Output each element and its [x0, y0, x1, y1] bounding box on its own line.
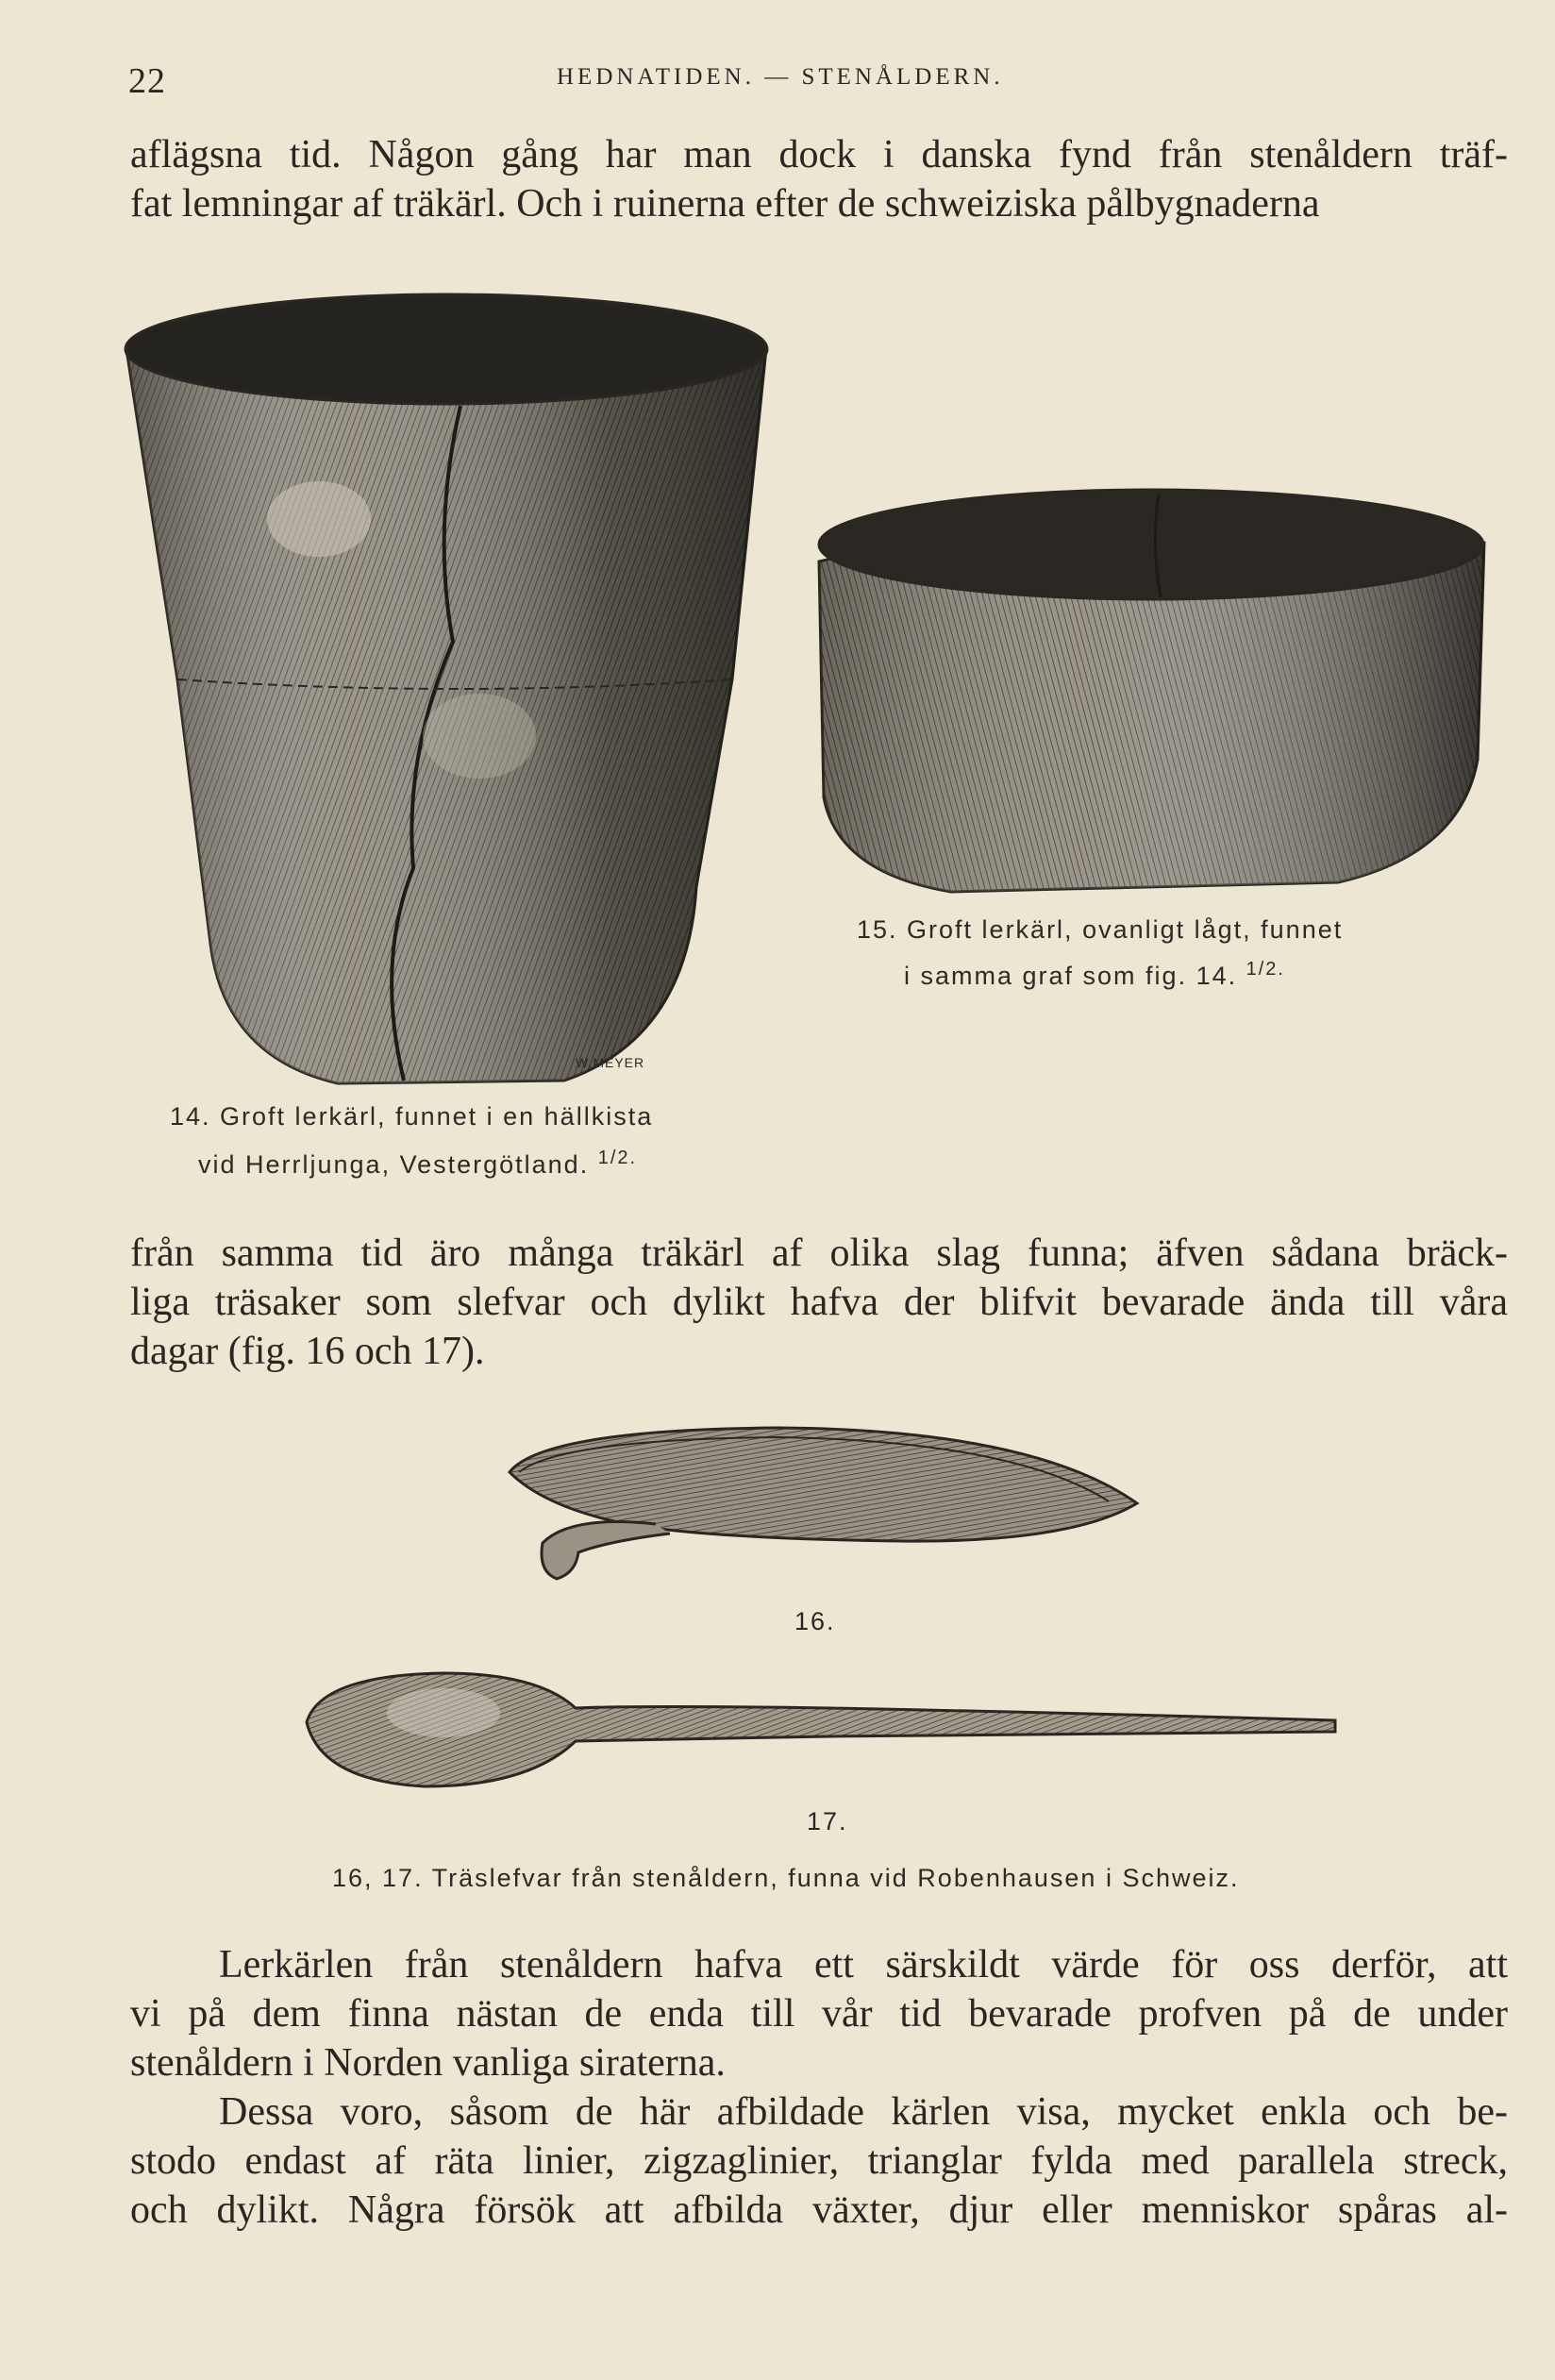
text-line: och dylikt. Några försök att afbilda växter, djur eller menniskor spåras al-	[130, 2188, 1508, 2232]
text-line: liga träsaker som slefvar och dylikt hafva der blifvit bevarade ända till våra	[130, 1281, 1508, 1324]
fig15-scale-fraction: 1/2.	[1246, 959, 1285, 980]
artist-signature: W.MEYER	[576, 1055, 645, 1070]
fig14-scale-fraction: 1/2.	[597, 1148, 638, 1168]
fig14-caption-line1: 14. Groft lerkärl, funnet i en hällkista	[170, 1102, 654, 1131]
page-number: 22	[128, 61, 166, 101]
text-line: från samma tid äro många träkärl af olika slag funna; äfven sådana bräck-	[130, 1232, 1508, 1275]
text-line: stodo endast af räta linier, zigzaglinier, trianglar fylda med parallela streck,	[130, 2139, 1508, 2183]
text-line: fat lemningar af träkärl. Och i ruinerna efter de schweiziska pålbygnaderna	[130, 182, 1320, 226]
fig15-caption-line1: 15. Groft lerkärl, ovanligt lågt, funnet	[857, 915, 1344, 944]
text-line: Lerkärlen från stenåldern hafva ett särskildt värde för oss derför, att	[219, 1943, 1508, 1986]
text-line: vi på dem finna nästan de enda till vår tid bevarade profven på de under	[130, 1992, 1508, 2036]
fig15-caption-line2	[904, 959, 1285, 991]
fig17-wooden-spoon-illustration	[302, 1666, 1340, 1793]
fig16-17-caption: 16, 17. Träslefvar från stenåldern, funna vid Robenhausen i Schweiz.	[332, 1864, 1240, 1892]
fig15-low-clay-bowl-illustration	[810, 477, 1494, 897]
fig14-caption-text: vid Herrljunga, Vestergötland.	[198, 1150, 598, 1179]
fig14-tall-clay-vessel-illustration	[121, 283, 772, 1095]
fig15-caption-text: i samma graf som fig. 14.	[904, 962, 1246, 990]
running-head: HEDNATIDEN. — STENÅLDERN.	[557, 64, 1004, 90]
fig16-wooden-ladle-illustration	[505, 1420, 1142, 1590]
fig14-caption-line2	[198, 1148, 637, 1180]
text-line: dagar (fig. 16 och 17).	[130, 1330, 485, 1373]
text-line: stenåldern i Norden vanliga siraterna.	[130, 2041, 726, 2085]
fig16-label: 16.	[794, 1607, 836, 1635]
text-line: aflägsna tid. Någon gång har man dock i danska fynd från stenåldern träf-	[130, 133, 1508, 176]
fig17-label: 17.	[807, 1807, 848, 1835]
text-line: Dessa voro, såsom de här afbildade kärlen visa, mycket enkla och be-	[219, 2090, 1508, 2134]
